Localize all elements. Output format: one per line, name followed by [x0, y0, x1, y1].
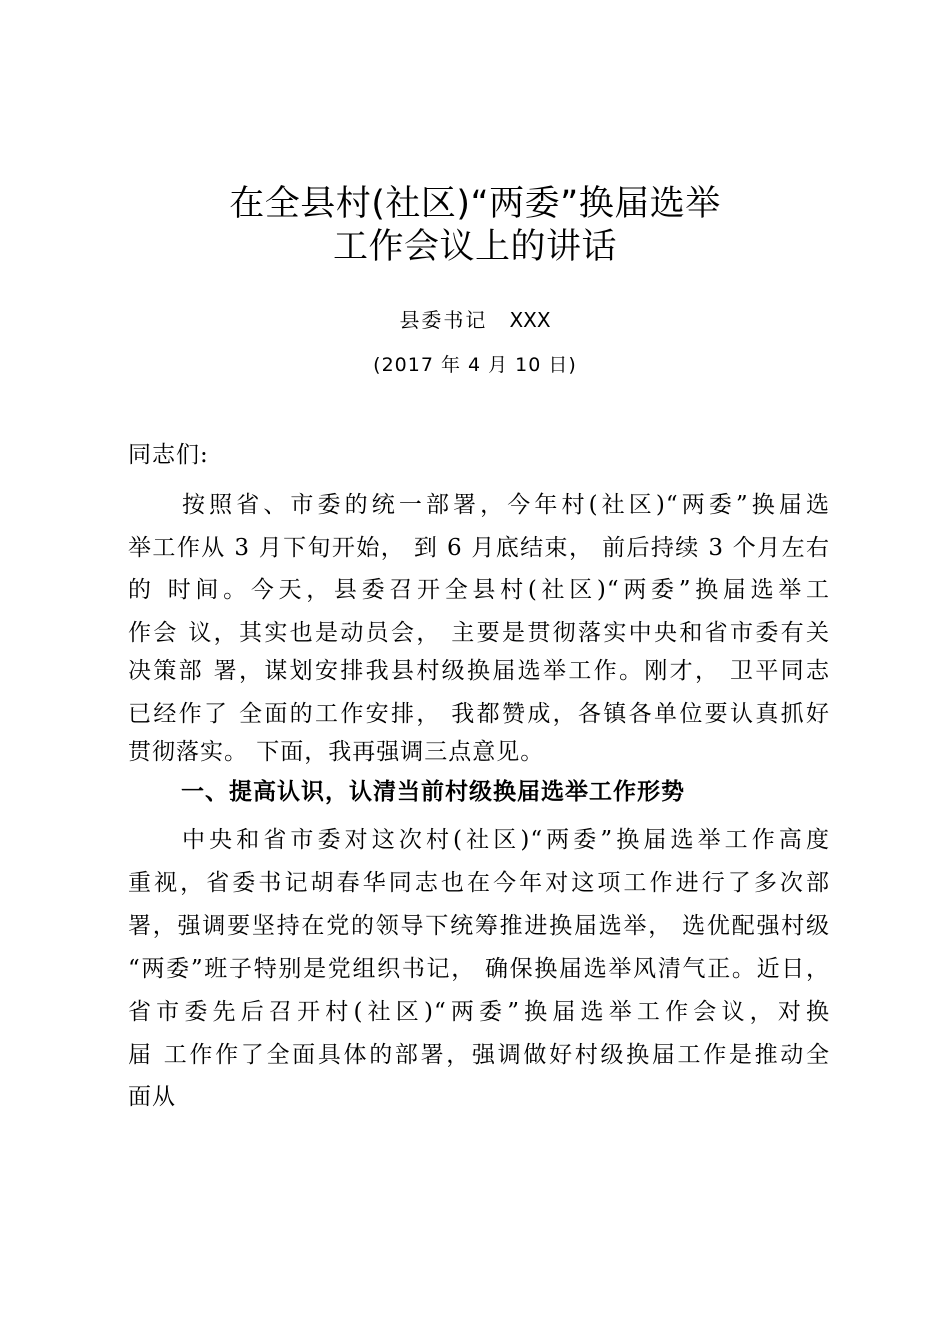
paragraph-1-line: 的 时间。今天，县委召开全县村(社区)“两委”换届选举工: [128, 577, 830, 603]
author-role: 县委书记: [399, 308, 488, 332]
paragraph-2-line: 重视，省委书记胡春华同志也在今年对这项工作进行了多次部: [128, 870, 830, 896]
paragraph-1-line: 按照省、市委的统一部署，今年村(社区)“两委”换届选: [182, 492, 830, 518]
paragraph-2-line: 面从: [128, 1084, 176, 1110]
paragraph-1-line: 决策部 署，谋划安排我县村级换届选举工作。刚才， 卫平同志: [128, 658, 830, 684]
section-heading-1: 一、提高认识，认清当前村级换届选举工作形势: [181, 779, 685, 805]
document-title-line-2: 工作会议上的讲话: [332, 227, 617, 267]
paragraph-1-line: 已经作了 全面的工作安排， 我都赞成，各镇各单位要认真抓好: [128, 701, 830, 727]
author-name: XXX: [509, 308, 551, 332]
paragraph-2-line: 署，强调要坚持在党的领导下统筹推进换届选举， 选优配强村级: [128, 913, 830, 939]
paragraph-1-line: 作会 议，其实也是动员会， 主要是贯彻落实中央和省市委有关: [128, 620, 830, 646]
author-line: [0, 307, 950, 333]
paragraph-1-line: 举工作从 3 月下旬开始， 到 6 月底结束， 前后持续 3 个月左右: [128, 535, 830, 561]
paragraph-2-line: 中央和省市委对这次村(社区)“两委”换届选举工作高度: [182, 827, 830, 853]
paragraph-2-line: 届 工作作了全面具体的部署，强调做好村级换届工作是推动全: [128, 1042, 830, 1068]
document-title-line-1: 在全县村(社区)“两委”换届选举: [229, 184, 721, 224]
paragraph-2-line: 省市委先后召开村(社区)“两委”换届选举工作会议，对换: [128, 999, 830, 1025]
paragraph-1-line: 贯彻落实。 下面，我再强调三点意见。: [128, 739, 545, 765]
paragraph-2-line: “两委”班子特别是党组织书记， 确保换届选举风清气正。近日，: [128, 956, 830, 982]
speech-date: (2017 年 4 月 10 日): [373, 354, 577, 376]
salutation: 同志们:: [128, 442, 209, 468]
